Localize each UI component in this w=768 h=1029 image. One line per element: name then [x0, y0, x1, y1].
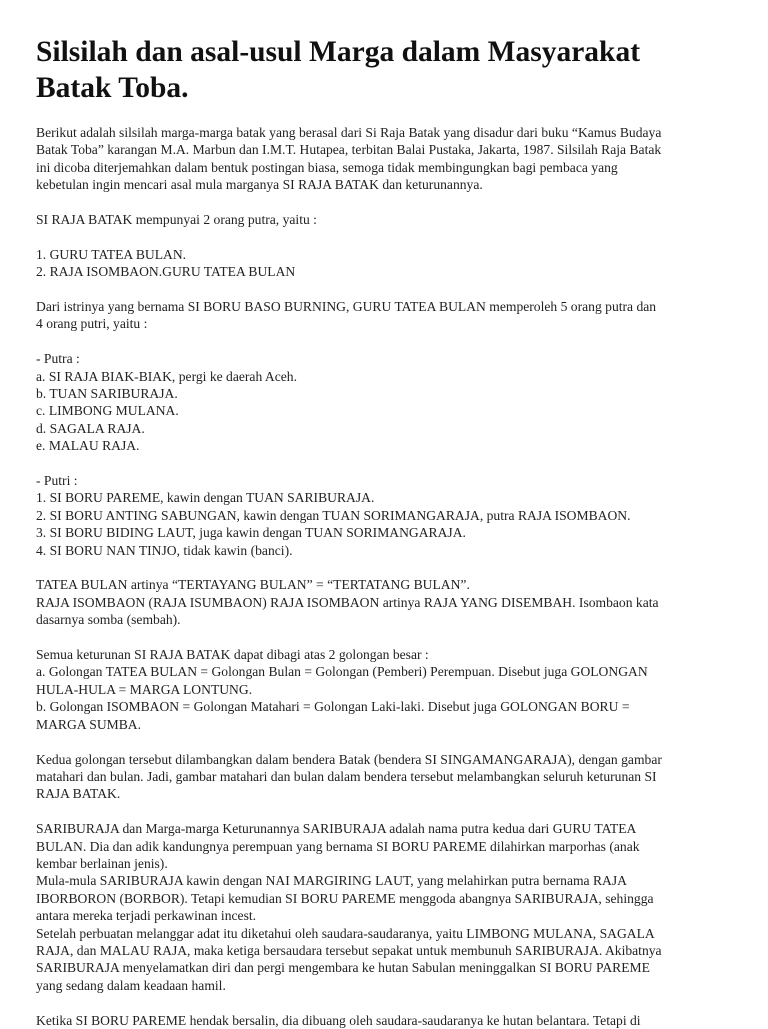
list-item: e. MALAU RAJA. — [36, 438, 140, 454]
text-line: Dari istrinya yang bernama SI BORU BASO BURNING, GURU TATEA BULAN memperoleh 5 orang putra dan — [36, 299, 657, 315]
text-line: BULAN. Dia dan adik kandungnya perempuan yang bernama SI BORU PAREME dilahirkan marporhas (anak — [36, 838, 640, 854]
text-line: yang sedang dalam keadaan hamil. — [36, 977, 226, 993]
text-line: IBORBORON (BORBOR). Tetapi kemudian SI BORU PAREME menggoda abangnya SARIBURAJA, sehingga — [36, 890, 654, 906]
document-page — [36, 34, 736, 1029]
paragraph-sons-intro — [36, 211, 736, 228]
text-line: TATEA BULAN artinya “TERTAYANG BULAN” = “TERTATANG BULAN”. — [36, 577, 470, 593]
text-line: SI RAJA BATAK mempunyai 2 orang putra, yaitu : — [36, 212, 317, 228]
text-line: dasarnya somba (sembah). — [36, 612, 181, 628]
list-heading: - Putra : — [36, 351, 80, 367]
list-item: 1. GURU TATEA BULAN. — [36, 246, 187, 262]
text-line: Setelah perbuatan melanggar adat itu diketahui oleh saudara-saudaranya, yaitu LIMBONG MULANA, SAGALA — [36, 925, 655, 941]
paragraph-children-intro — [36, 298, 736, 333]
text-line: MARGA SUMBA. — [36, 716, 141, 732]
text-line: a. Golongan TATEA BULAN = Golongan Bulan = Golongan (Pemberi) Perempuan. Disebut juga GOLONGAN — [36, 664, 648, 680]
list-item: d. SAGALA RAJA. — [36, 420, 145, 436]
article-body — [36, 124, 736, 1029]
text-line: Berikut adalah silsilah marga-marga batak yang berasal dari Si Raja Batak yang disadur dari buku “Kamus Budaya — [36, 125, 662, 140]
text-line: b. Golongan ISOMBAON = Golongan Matahari = Golongan Laki-laki. Disebut juga GOLONGAN BORU = — [36, 699, 630, 715]
text-line: RAJA BATAK. — [36, 786, 121, 802]
list-putra — [36, 350, 736, 454]
text-line: ini dicoba diterjemahkan dalam bentuk postingan biasa, semoga tidak membingungkan bagi pembaca yang — [36, 159, 618, 175]
text-line: SARIBURAJA menyelamatkan diri dan pergi mengembara ke hutan Sabulan meninggalkan SI BORU PAREME — [36, 960, 650, 976]
text-line: RAJA ISOMBAON (RAJA ISUMBAON) RAJA ISOMBAON artinya RAJA YANG DISEMBAH. Isombaon kata — [36, 594, 659, 610]
list-item: 3. SI BORU BIDING LAUT, juga kawin dengan TUAN SORIMANGARAJA. — [36, 525, 466, 541]
paragraph-birth — [36, 1012, 736, 1029]
text-line: matahari dan bulan. Jadi, gambar matahari dan bulan dalam bendera tersebut melambangkan seluruh keturunan SI — [36, 768, 657, 784]
list-item: 2. RAJA ISOMBAON.GURU TATEA BULAN — [36, 264, 296, 280]
list-item: a. SI RAJA BIAK-BIAK, pergi ke daerah Aceh. — [36, 368, 297, 384]
paragraph-meanings — [36, 576, 736, 628]
page-title — [36, 34, 736, 106]
text-line: 4 orang putri, yaitu : — [36, 316, 148, 332]
text-line: kembar berlainan jenis). — [36, 855, 168, 871]
text-line: RAJA, dan MALAU RAJA, maka ketiga bersaudara tersebut sepakat untuk membunuh SARIBURAJA. Akibatnya — [36, 942, 662, 958]
text-line: antara mereka terjadi perkawinan incest. — [36, 908, 257, 924]
list-item: b. TUAN SARIBURAJA. — [36, 386, 178, 402]
text-line: Batak Toba” karangan M.A. Marbun dan I.M.T. Hutapea, terbitan Balai Pustaka, Jakarta, 1987. Silsilah Raja Batak — [36, 142, 662, 158]
list-putri — [36, 472, 736, 559]
text-line: kebetulan ingin mencari asal mula marganya SI RAJA BATAK dan keturunannya. — [36, 177, 483, 193]
paragraph-intro — [36, 124, 736, 194]
list-item: 4. SI BORU NAN TINJO, tidak kawin (banci). — [36, 542, 293, 558]
text-line: Mula-mula SARIBURAJA kawin dengan NAI MARGIRING LAUT, yang melahirkan putra bernama RAJA — [36, 873, 627, 889]
paragraph-groups — [36, 646, 736, 733]
list-item: c. LIMBONG MULANA. — [36, 403, 179, 419]
text-line: Kedua golongan tersebut dilambangkan dalam bendera Batak (bendera SI SINGAMANGARAJA), dengan gambar — [36, 751, 662, 767]
list-item: 1. SI BORU PAREME, kawin dengan TUAN SARIBURAJA. — [36, 490, 375, 506]
text-line: Ketika SI BORU PAREME hendak bersalin, dia dibuang oleh saudara-saudaranya ke hutan belantara. Tetapi di — [36, 1012, 641, 1028]
list-item: 2. SI BORU ANTING SABUNGAN, kawin dengan TUAN SORIMANGARAJA, putra RAJA ISOMBAON. — [36, 507, 631, 523]
paragraph-flag — [36, 751, 736, 803]
text-line: Semua keturunan SI RAJA BATAK dapat dibagi atas 2 golongan besar : — [36, 647, 429, 663]
title-line: Silsilah dan asal-usul Marga dalam Masyarakat — [36, 36, 641, 68]
list-heading: - Putri : — [36, 473, 78, 489]
text-line: HULA-HULA = MARGA LONTUNG. — [36, 681, 253, 697]
paragraph-sariburaja — [36, 820, 736, 994]
text-line: SARIBURAJA dan Marga-marga Keturunannya SARIBURAJA adalah nama putra kedua dari GURU TATEA — [36, 821, 637, 837]
title-line: Batak Toba. — [36, 72, 189, 104]
list-sons — [36, 246, 736, 281]
